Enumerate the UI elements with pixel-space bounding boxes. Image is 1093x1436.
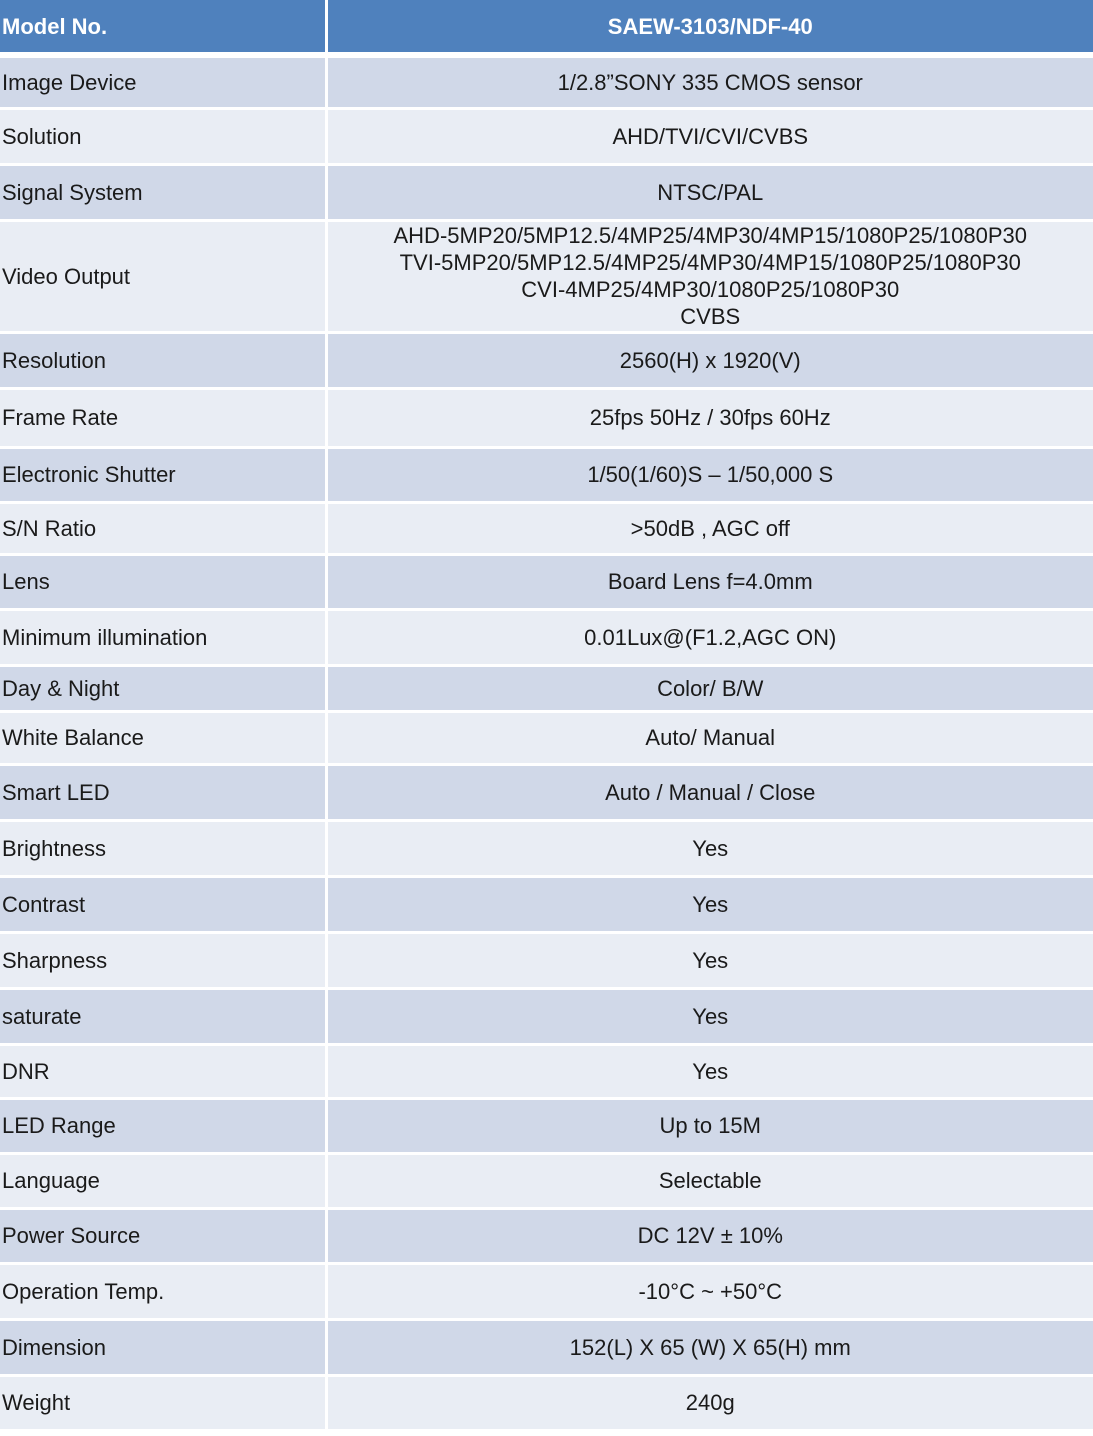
table-row xyxy=(0,447,1093,502)
header-label: Model No. xyxy=(0,0,326,55)
row-value: Up to 15M xyxy=(326,1098,1093,1153)
table-row xyxy=(0,1263,1093,1319)
row-value: -10°C ~ +50°C xyxy=(326,1263,1093,1319)
table-row xyxy=(0,108,1093,164)
row-label: Image Device xyxy=(0,55,326,108)
row-value: Yes xyxy=(326,1044,1093,1098)
row-value: Color/ B/W xyxy=(326,665,1093,711)
row-value: 25fps 50Hz / 30fps 60Hz xyxy=(326,388,1093,447)
row-value: Auto / Manual / Close xyxy=(326,764,1093,820)
row-label: Contrast xyxy=(0,876,326,932)
row-label: saturate xyxy=(0,988,326,1044)
table-row xyxy=(0,764,1093,820)
table-header-row xyxy=(0,0,1093,55)
row-value: >50dB , AGC off xyxy=(326,502,1093,554)
table-row xyxy=(0,554,1093,609)
video-output-line: CVI-4MP25/4MP30/1080P25/1080P30 xyxy=(521,277,900,302)
row-value: DC 12V ± 10% xyxy=(326,1208,1093,1263)
table-row xyxy=(0,55,1093,108)
row-value: 1/2.8”SONY 335 CMOS sensor xyxy=(326,55,1093,108)
row-label: Language xyxy=(0,1153,326,1208)
video-output-line: TVI-5MP20/5MP12.5/4MP25/4MP30/4MP15/1080P25/1080P30 xyxy=(399,250,1021,275)
row-label: Day & Night xyxy=(0,665,326,711)
video-output-line: CVBS xyxy=(680,304,741,329)
row-value: Yes xyxy=(326,988,1093,1044)
header-model-value: SAEW-3103/NDF-40 xyxy=(326,0,1093,55)
table-row xyxy=(0,1208,1093,1263)
row-label: Smart LED xyxy=(0,764,326,820)
row-value: Yes xyxy=(326,932,1093,988)
row-value: AHD/TVI/CVI/CVBS xyxy=(326,108,1093,164)
row-value: 1/50(1/60)S – 1/50,000 S xyxy=(326,447,1093,502)
row-value: Yes xyxy=(326,876,1093,932)
row-value: Auto/ Manual xyxy=(326,711,1093,764)
row-value-multiline xyxy=(326,220,1093,332)
row-label: Power Source xyxy=(0,1208,326,1263)
row-label: Electronic Shutter xyxy=(0,447,326,502)
row-label: Sharpness xyxy=(0,932,326,988)
table-row xyxy=(0,164,1093,220)
table-row xyxy=(0,711,1093,764)
row-value: 2560(H) x 1920(V) xyxy=(326,332,1093,388)
table-row xyxy=(0,388,1093,447)
row-value: Selectable xyxy=(326,1153,1093,1208)
table-row xyxy=(0,1319,1093,1375)
table-row xyxy=(0,220,1093,332)
row-value: 0.01Lux@(F1.2,AGC ON) xyxy=(326,609,1093,665)
table-row xyxy=(0,665,1093,711)
row-label: White Balance xyxy=(0,711,326,764)
row-label: LED Range xyxy=(0,1098,326,1153)
row-label: Dimension xyxy=(0,1319,326,1375)
table-row xyxy=(0,332,1093,388)
table-row xyxy=(0,1098,1093,1153)
table-row xyxy=(0,820,1093,876)
row-label: Solution xyxy=(0,108,326,164)
row-label: S/N Ratio xyxy=(0,502,326,554)
row-value: Yes xyxy=(326,820,1093,876)
row-label: Operation Temp. xyxy=(0,1263,326,1319)
row-label: Resolution xyxy=(0,332,326,388)
row-label: Lens xyxy=(0,554,326,609)
row-value: Board Lens f=4.0mm xyxy=(326,554,1093,609)
table-row xyxy=(0,988,1093,1044)
row-label: Brightness xyxy=(0,820,326,876)
row-label: Weight xyxy=(0,1375,326,1430)
row-value: 240g xyxy=(326,1375,1093,1430)
row-label: Frame Rate xyxy=(0,388,326,447)
row-value: NTSC/PAL xyxy=(326,164,1093,220)
table-row xyxy=(0,1153,1093,1208)
row-label: DNR xyxy=(0,1044,326,1098)
table-row xyxy=(0,1044,1093,1098)
table-row xyxy=(0,502,1093,554)
row-label: Video Output xyxy=(0,220,326,332)
table-row xyxy=(0,609,1093,665)
table-row xyxy=(0,1375,1093,1430)
table-row xyxy=(0,876,1093,932)
video-output-line: AHD-5MP20/5MP12.5/4MP25/4MP30/4MP15/1080P25/1080P30 xyxy=(393,223,1027,248)
row-value: 152(L) X 65 (W) X 65(H) mm xyxy=(326,1319,1093,1375)
row-label: Signal System xyxy=(0,164,326,220)
row-label: Minimum illumination xyxy=(0,609,326,665)
table-row xyxy=(0,932,1093,988)
